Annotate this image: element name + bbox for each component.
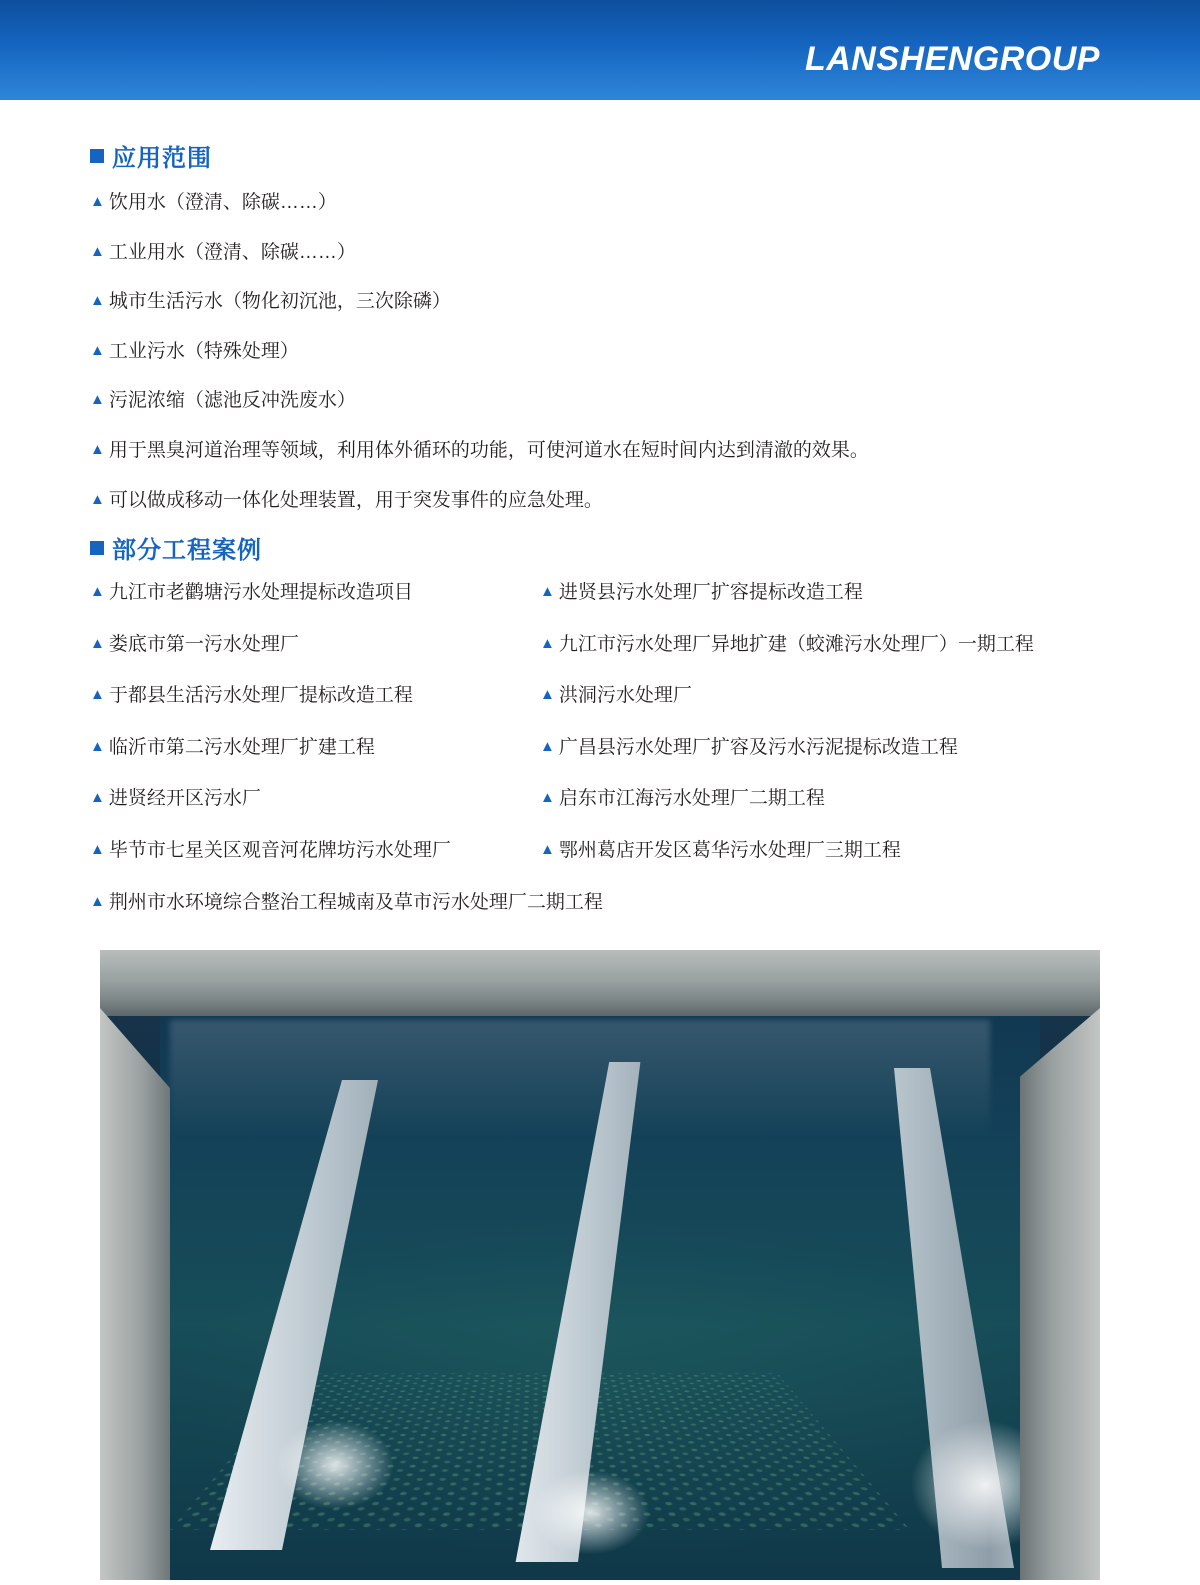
list-item bbox=[540, 838, 1120, 865]
section-title-scope-label: 应用范围 bbox=[112, 145, 212, 172]
water-foam bbox=[275, 1420, 395, 1510]
list-item bbox=[90, 190, 1110, 217]
square-bullet-icon bbox=[90, 149, 104, 163]
triangle-bullet-icon: ▲ bbox=[90, 490, 105, 508]
triangle-bullet-icon: ▲ bbox=[90, 789, 105, 807]
triangle-bullet-icon: ▲ bbox=[90, 737, 105, 755]
triangle-bullet-icon: ▲ bbox=[90, 193, 105, 210]
list-item bbox=[90, 786, 540, 813]
list-item bbox=[90, 240, 1110, 267]
triangle-bullet-icon: ▲ bbox=[90, 892, 105, 910]
list-item bbox=[90, 339, 1110, 366]
list-item-label: 污泥浓缩（滤池反冲洗废水） bbox=[108, 390, 356, 412]
list-item-label: 荆州市水环境综合整治工程城南及草市污水处理厂二期工程 bbox=[108, 891, 603, 913]
list-item-label: 启东市江海污水处理厂二期工程 bbox=[558, 788, 825, 810]
list-item-label: 鄂州葛店开发区葛华污水处理厂三期工程 bbox=[558, 839, 901, 861]
concrete-wall-right bbox=[1020, 1008, 1100, 1580]
section-title-scope bbox=[90, 138, 212, 173]
list-item bbox=[90, 890, 1120, 917]
list-item-label: 工业污水（特殊处理） bbox=[108, 340, 299, 362]
list-item-label: 可以做成移动一体化处理装置，用于突发事件的应急处理。 bbox=[108, 489, 603, 511]
brand-logo bbox=[805, 40, 1100, 79]
triangle-bullet-icon: ▲ bbox=[540, 840, 555, 858]
list-item-label: 洪洞污水处理厂 bbox=[558, 685, 692, 707]
list-item bbox=[540, 580, 1120, 607]
triangle-bullet-icon: ▲ bbox=[540, 583, 555, 600]
square-bullet-icon bbox=[90, 541, 104, 555]
list-item bbox=[540, 632, 1120, 659]
triangle-bullet-icon: ▲ bbox=[90, 686, 105, 704]
concrete-wall-top bbox=[100, 950, 1100, 1016]
list-item bbox=[90, 438, 1110, 465]
list-item bbox=[540, 735, 1120, 762]
triangle-bullet-icon: ▲ bbox=[90, 242, 105, 260]
triangle-bullet-icon: ▲ bbox=[540, 686, 555, 704]
list-item-label: 饮用水（澄清、除碳……） bbox=[108, 192, 337, 213]
section-title-cases-label: 部分工程案例 bbox=[112, 537, 262, 564]
cases-grid bbox=[90, 580, 1120, 941]
list-item-label: 九江市污水处理厂异地扩建（蛟滩污水处理厂）一期工程 bbox=[558, 633, 1034, 655]
list-item-label: 城市生活污水（物化初沉池，三次除磷） bbox=[108, 291, 451, 313]
section-title-cases bbox=[90, 530, 262, 565]
triangle-bullet-icon: ▲ bbox=[90, 341, 105, 359]
list-item bbox=[90, 580, 540, 607]
triangle-bullet-icon: ▲ bbox=[90, 292, 105, 310]
list-item-label: 进贤经开区污水厂 bbox=[108, 788, 261, 810]
list-item-label: 九江市老鹳塘污水处理提标改造项目 bbox=[108, 582, 413, 603]
triangle-bullet-icon: ▲ bbox=[540, 789, 555, 807]
water-foam bbox=[530, 1470, 650, 1555]
list-item bbox=[540, 683, 1120, 710]
triangle-bullet-icon: ▲ bbox=[540, 737, 555, 755]
brand-logo-text: LANSHENGROUP bbox=[804, 40, 1100, 78]
list-item-label: 毕节市七星关区观音河花牌坊污水处理厂 bbox=[108, 839, 451, 861]
list-item-label: 进贤县污水处理厂扩容提标改造工程 bbox=[558, 582, 863, 603]
list-item bbox=[90, 683, 540, 710]
list-item bbox=[90, 838, 540, 865]
list-item-label: 于都县生活污水处理厂提标改造工程 bbox=[108, 685, 413, 707]
list-item-label: 娄底市第一污水处理厂 bbox=[108, 633, 299, 655]
triangle-bullet-icon: ▲ bbox=[90, 634, 105, 652]
list-item bbox=[90, 488, 1110, 515]
triangle-bullet-icon: ▲ bbox=[90, 840, 105, 858]
concrete-wall-left bbox=[100, 1008, 170, 1580]
triangle-bullet-icon: ▲ bbox=[90, 583, 105, 600]
page-header bbox=[0, 0, 1200, 100]
triangle-bullet-icon: ▲ bbox=[90, 391, 105, 409]
list-item-label: 工业用水（澄清、除碳……） bbox=[108, 241, 356, 263]
list-item-label: 广昌县污水处理厂扩容及污水污泥提标改造工程 bbox=[558, 736, 958, 758]
list-item bbox=[90, 735, 540, 762]
sedimentation-tank-photo bbox=[100, 950, 1100, 1580]
scope-list bbox=[90, 190, 1110, 537]
list-item-label: 用于黑臭河道治理等领域，利用体外循环的功能，可使河道水在短时间内达到清澈的效果。 bbox=[108, 439, 869, 461]
list-item bbox=[540, 786, 1120, 813]
list-item-label: 临沂市第二污水处理厂扩建工程 bbox=[108, 736, 375, 758]
list-item bbox=[90, 289, 1110, 316]
water-reflection bbox=[170, 1020, 990, 1140]
triangle-bullet-icon: ▲ bbox=[540, 634, 555, 652]
list-item bbox=[90, 632, 540, 659]
triangle-bullet-icon: ▲ bbox=[90, 440, 105, 458]
list-item bbox=[90, 388, 1110, 415]
